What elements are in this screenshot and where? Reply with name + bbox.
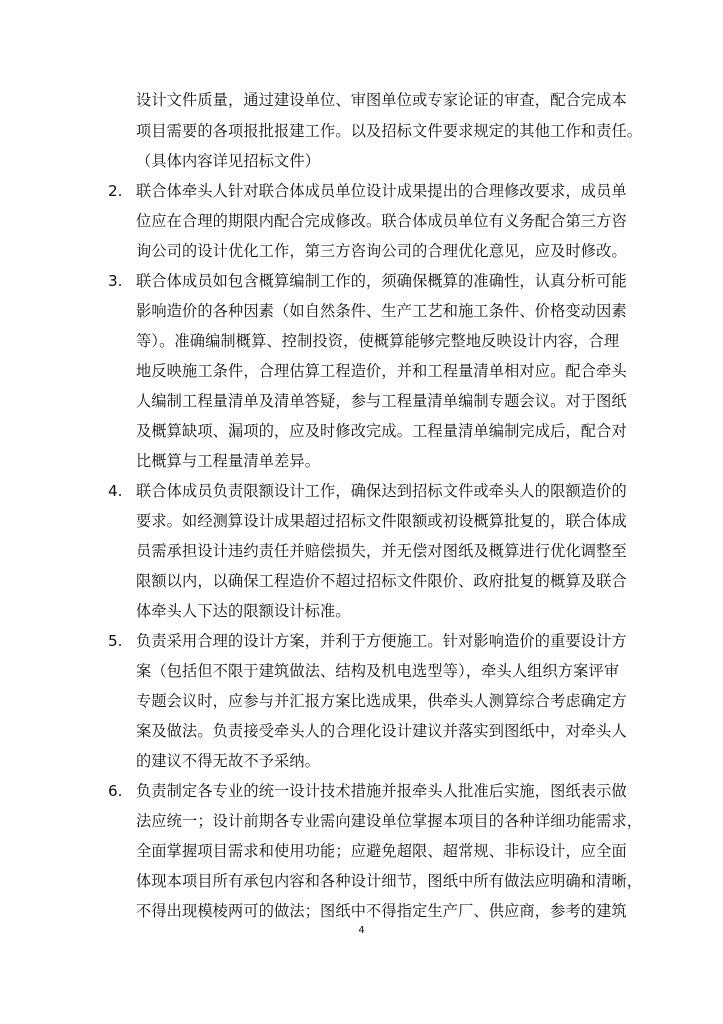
text-line: 案及做法。负责接受牵头人的合理化设计建议并落实到图纸中，对牵头人 bbox=[136, 722, 627, 740]
list-number: 4. bbox=[108, 482, 123, 500]
text-line: 联合体牵头人针对联合体成员单位设计成果提出的合理修改要求，成员单 bbox=[136, 182, 627, 200]
list-number: 5. bbox=[108, 632, 123, 650]
text-line: 设计文件质量，通过建设单位、审图单位或专家论证的审查，配合完成本 bbox=[136, 91, 627, 109]
text-line: 人编制工程量清单及清单答疑，参与工程量清单编制专题会议。对于图纸 bbox=[136, 392, 627, 410]
text-line: 位应在合理的期限内配合完成修改。联合体成员单位有义务配合第三方咨 bbox=[136, 212, 627, 230]
text-line: 体现本项目所有承包内容和各种设计细节，图纸中所有做法应明确和清晰， bbox=[136, 872, 643, 890]
text-line: 联合体成员负责限额设计工作，确保达到招标文件或牵头人的限额造价的 bbox=[136, 482, 627, 500]
page-number: 4 bbox=[358, 925, 365, 936]
text-line: 比概算与工程量清单差异。 bbox=[136, 452, 321, 470]
text-line: 要求。如经测算设计成果超过招标文件限额或初设概算批复的，联合体成 bbox=[136, 512, 627, 530]
text-line: 及概算缺项、漏项的，应及时修改完成。工程量清单编制完成后，配合对 bbox=[136, 422, 627, 440]
text-line: 负责采用合理的设计方案，并利于方便施工。针对影响造价的重要设计方 bbox=[136, 632, 627, 650]
text-line: 影响造价的各种因素（如自然条件、生产工艺和施工条件、价格变动因素 bbox=[136, 302, 627, 320]
list-number: 2. bbox=[108, 182, 123, 200]
text-line: 等）。准确编制概算、控制投资，使概算能够完整地反映设计内容，合理 bbox=[136, 332, 620, 350]
text-line: 询公司的设计优化工作，第三方咨询公司的合理优化意见，应及时修改。 bbox=[136, 242, 627, 260]
text-line: 全面掌握项目需求和使用功能；应避免超限、超常规、非标设计，应全面 bbox=[136, 842, 627, 860]
text-line: 法应统一；设计前期各专业需向建设单位掌握本项目的各种详细功能需求， bbox=[136, 812, 643, 830]
text-line: 的建议不得无故不予采纳。 bbox=[136, 752, 321, 770]
text-line: 项目需要的各项报批报建工作。以及招标文件要求规定的其他工作和责任。 bbox=[136, 122, 643, 140]
text-line: 不得出现模棱两可的做法；图纸中不得指定生产厂、供应商，参考的建筑 bbox=[136, 902, 627, 920]
text-line: 体牵头人下达的限额设计标准。 bbox=[136, 602, 351, 620]
list-number: 6. bbox=[108, 782, 123, 800]
text-line: 专题会议时，应参与并汇报方案比选成果，供牵头人测算综合考虑确定方 bbox=[136, 692, 627, 710]
text-line: 联合体成员如包含概算编制工作的，须确保概算的准确性，认真分析可能 bbox=[136, 272, 627, 290]
list-number: 3. bbox=[108, 272, 123, 290]
text-line: 限额以内，以确保工程造价不超过招标文件限价、政府批复的概算及联合 bbox=[136, 572, 627, 590]
text-line: 员需承担设计违约责任并赔偿损失，并无偿对图纸及概算进行优化调整至 bbox=[136, 542, 627, 560]
text-line: （具体内容详见招标文件） bbox=[136, 152, 321, 170]
text-line: 地反映施工条件，合理估算工程造价，并和工程量清单相对应。配合牵头 bbox=[136, 362, 627, 380]
text-line: 案（包括但不限于建筑做法、结构及机电选型等），牵头人组织方案评审 bbox=[136, 662, 620, 680]
text-line: 负责制定各专业的统一设计技术措施并报牵头人批准后实施，图纸表示做 bbox=[136, 782, 627, 800]
